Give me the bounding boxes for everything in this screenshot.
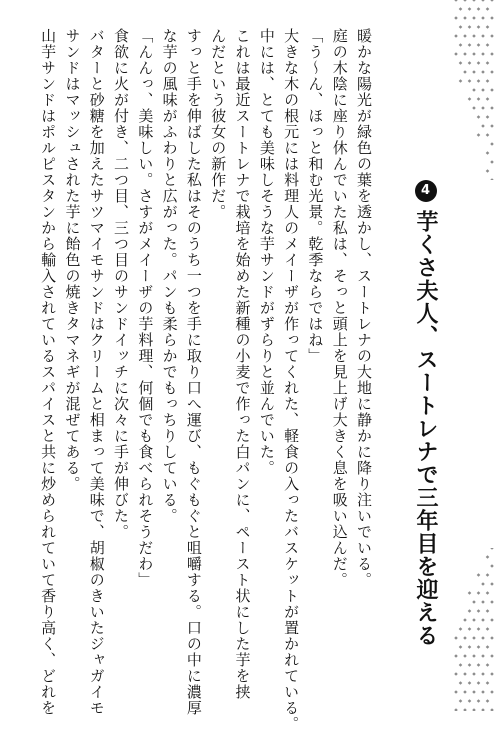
diamond-mark [463,0,467,2]
diamond-mark [468,25,472,29]
diamond-mark [490,548,494,550]
diamond-mark [468,627,472,631]
diamond-mark [490,582,494,586]
diamond-mark [486,681,490,685]
diamond-mark [490,52,494,56]
diamond-border-top-decoration [452,0,496,180]
diamond-mark [486,79,490,83]
diamond-mark [459,627,463,631]
diamond-mark [486,115,490,119]
diamond-mark [454,16,458,20]
diamond-mark [490,0,494,2]
text-line: 暖かな陽光が緑色の葉を透かし、スートレナの大地に静かに降り注いでいる。 [355,28,373,588]
diamond-mark [472,654,476,658]
diamond-mark [454,34,458,38]
body-text [36,28,376,732]
diamond-mark [468,61,472,65]
diamond-mark [477,7,481,11]
diamond-mark [481,636,485,640]
text-line: すっと手を伸ばした私はそのうち一つを手に取り口へ運び、もぐもぐと咀嚼する。口の中に濃厚 [184,28,203,716]
diamond-mark [490,600,494,604]
diamond-mark [472,34,476,38]
text-line: 「んんっ、美味しい。さすがメイーザの芋料理、何個でも食べられそうだわ」 [136,28,155,588]
diamond-mark [477,699,481,703]
diamond-mark [459,43,463,47]
diamond-border-bottom-decoration [452,548,496,711]
diamond-mark [454,636,458,640]
text-line: 食欲に火が付き、二つ目、三つ目のサンドイッチに次々に手が伸びた。 [112,28,131,540]
diamond-mark [481,52,485,56]
diamond-mark [481,34,485,38]
diamond-mark [486,699,490,703]
diamond-mark [490,178,494,180]
diamond-mark [477,133,481,137]
text-line: な芋の風味がふわりと広がった。パンも柔らかでもっちりしている。 [160,28,179,524]
diamond-mark [490,618,494,622]
diamond-mark [490,672,494,676]
diamond-mark [463,654,467,658]
diamond-mark [486,7,490,11]
diamond-mark [490,160,494,164]
diamond-mark [463,618,467,622]
diamond-mark [459,645,463,649]
diamond-mark [454,654,458,658]
diamond-mark [477,61,481,65]
diamond-mark [490,34,494,38]
diamond-mark [459,663,463,667]
diamond-mark [477,681,481,685]
diamond-mark [468,681,472,685]
text-line: 大きな木の根元には料理人のメイーザが作ってくれた、軽食の入ったバスケットが置かれている。 [282,28,301,732]
diamond-mark [490,124,494,128]
diamond-mark [477,645,481,649]
diamond-mark [486,25,490,29]
text-line: 中には、とても美味しそうな芋サンドがずらりと並んでいた。 [257,28,276,476]
diamond-mark [490,70,494,74]
diamond-mark [486,645,490,649]
text-line: サンドはマッシュされた芋に飴色の焼きタマネギが混ぜてある。 [63,28,82,492]
diamond-mark [486,663,490,667]
diamond-mark [481,618,485,622]
diamond-mark [459,699,463,703]
diamond-mark [472,600,476,604]
diamond-mark [468,43,472,47]
diamond-mark [490,142,494,146]
diamond-mark [468,79,472,83]
diamond-mark [463,70,467,74]
diamond-mark [486,627,490,631]
diamond-mark [481,70,485,74]
diamond-mark [481,106,485,110]
diamond-mark [486,43,490,47]
diamond-mark [477,97,481,101]
diamond-mark [486,133,490,137]
diamond-mark [481,124,485,128]
diamond-mark [463,690,467,694]
diamond-mark [472,690,476,694]
diamond-mark [463,672,467,676]
diamond-mark [463,52,467,56]
diamond-mark [459,7,463,11]
diamond-mark [472,16,476,20]
diamond-mark [481,88,485,92]
chapter-title: 芋くさ夫人、スートレナで三年目を迎える [413,210,439,647]
diamond-mark [468,591,472,595]
diamond-mark [472,0,476,2]
diamond-mark [472,106,476,110]
diamond-mark [472,52,476,56]
diamond-mark [477,79,481,83]
diamond-mark [486,61,490,65]
diamond-mark [481,16,485,20]
diamond-mark [477,115,481,119]
diamond-mark [468,7,472,11]
diamond-mark [472,636,476,640]
diamond-mark [459,681,463,685]
diamond-mark [490,636,494,640]
diamond-mark [459,25,463,29]
diamond-mark [490,16,494,20]
diamond-mark [490,88,494,92]
diamond-mark [490,654,494,658]
diamond-mark [468,609,472,613]
diamond-mark [454,672,458,676]
diamond-mark [468,663,472,667]
diamond-mark [481,690,485,694]
diamond-mark [477,25,481,29]
chapter-number-badge: 4 [415,180,437,202]
diamond-mark [468,97,472,101]
diamond-mark [459,79,463,83]
diamond-mark [477,43,481,47]
diamond-mark [477,591,481,595]
diamond-mark [477,573,481,577]
text-line: これは最近スートレナで栽培を始めた新種の小麦で作った白パンに、ペースト状にした芋を挟 [233,28,252,700]
diamond-mark [472,672,476,676]
diamond-mark [472,618,476,622]
diamond-mark [463,16,467,20]
text-line: んだという彼女の新作だ。 [209,28,228,220]
diamond-mark [481,600,485,604]
text-line: 「う〜ん、ほっと和む光景。乾季ならではね」 [306,28,325,364]
diamond-mark [481,654,485,658]
diamond-mark [486,591,490,595]
diamond-mark [468,645,472,649]
text-line: バターと砂糖を加えたサツマイモサンドはクリームと相まって美味で、胡椒のきいたジャガイモ [87,28,106,716]
text-line: 庭の木陰に座り休んでいた私は、そっと頭上を見上げ大きく息を吸い込んだ。 [330,28,349,588]
chapter-heading [406,180,446,680]
diamond-mark [463,34,467,38]
diamond-mark [468,699,472,703]
diamond-mark [477,663,481,667]
diamond-mark [477,627,481,631]
diamond-mark [454,52,458,56]
diamond-mark [486,573,490,577]
diamond-mark [481,582,485,586]
diamond-mark [481,672,485,676]
diamond-mark [454,690,458,694]
diamond-mark [490,106,494,110]
diamond-mark [486,151,490,155]
diamond-mark [486,169,490,173]
diamond-mark [486,609,490,613]
diamond-mark [477,609,481,613]
diamond-mark [472,88,476,92]
diamond-mark [459,61,463,65]
diamond-mark [481,0,485,2]
diamond-mark [490,690,494,694]
diamond-mark [486,555,490,559]
diamond-mark [454,0,458,2]
diamond-mark [472,70,476,74]
diamond-mark [463,636,467,640]
diamond-mark [486,97,490,101]
text-line: 山芋サンドはポルピスタンから輸入されているスパイスと共に炒められていて香り高く、どれを [39,28,58,716]
diamond-mark [490,564,494,568]
